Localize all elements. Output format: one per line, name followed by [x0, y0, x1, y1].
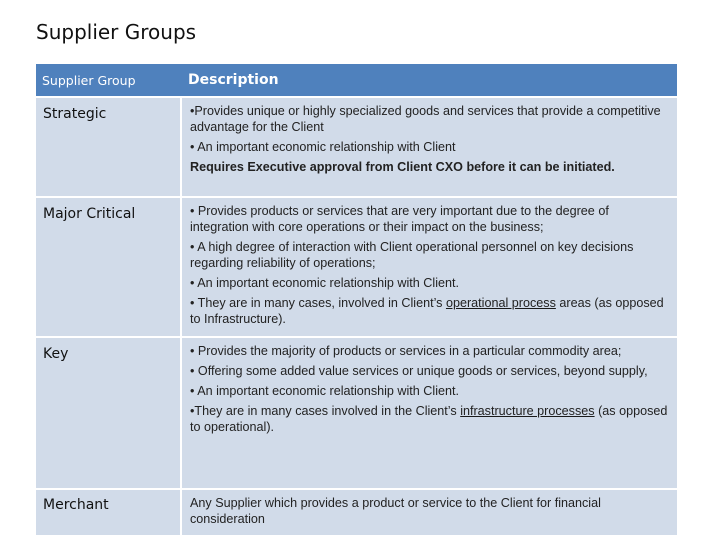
group-name: Major Critical — [36, 198, 182, 336]
description-line — [190, 403, 669, 435]
description-line: • Provides the majority of products or services in a particular commodity area; — [190, 344, 622, 358]
description-line: • A high degree of interaction with Client operational personnel on key decisions regarding reliability of operations; — [190, 240, 634, 270]
table-header-row — [36, 64, 677, 96]
supplier-groups-table — [36, 62, 677, 537]
group-description — [182, 98, 677, 196]
description-line: • An important economic relationship with Client. — [190, 384, 460, 398]
description-text: (as opposed to operational). — [190, 404, 668, 434]
description-line: Requires Executive approval from Client CXO before it can be initiated. — [190, 160, 615, 174]
description-text: •They are in many cases involved in the Client’s — [190, 404, 461, 418]
header-description: Description — [182, 64, 677, 96]
description-line: • An important economic relationship with Client. — [190, 276, 460, 290]
group-description — [182, 198, 677, 336]
group-name: Key — [36, 338, 182, 488]
description-line: Any Supplier which provides a product or service to the Client for financial consideration — [190, 496, 601, 526]
description-line: • Provides products or services that are very important due to the degree of integration with core operations or their impact on the business; — [190, 204, 609, 234]
description-text: • They are in many cases, involved in Client’s — [190, 296, 446, 310]
underlined-term: infrastructure processes — [460, 404, 595, 418]
group-name: Merchant — [36, 490, 182, 535]
table-row — [36, 490, 677, 535]
description-line — [190, 295, 669, 327]
header-supplier-group: Supplier Group — [36, 64, 182, 96]
description-line: • An important economic relationship with Client — [190, 140, 456, 154]
description-line: • Offering some added value services or unique goods or services, beyond supply, — [190, 364, 648, 378]
description-text: areas (as opposed to Infrastructure). — [190, 296, 664, 326]
group-name: Strategic — [36, 98, 182, 196]
table-row — [36, 98, 677, 196]
underlined-term: operational process — [445, 296, 556, 310]
table-row — [36, 198, 677, 336]
table-row — [36, 338, 677, 488]
group-description — [182, 338, 677, 488]
group-description — [182, 490, 677, 535]
page-title: Supplier Groups — [36, 20, 197, 44]
description-line: •Provides unique or highly specialized goods and services that provide a competitive advantage for the Client — [190, 104, 661, 134]
